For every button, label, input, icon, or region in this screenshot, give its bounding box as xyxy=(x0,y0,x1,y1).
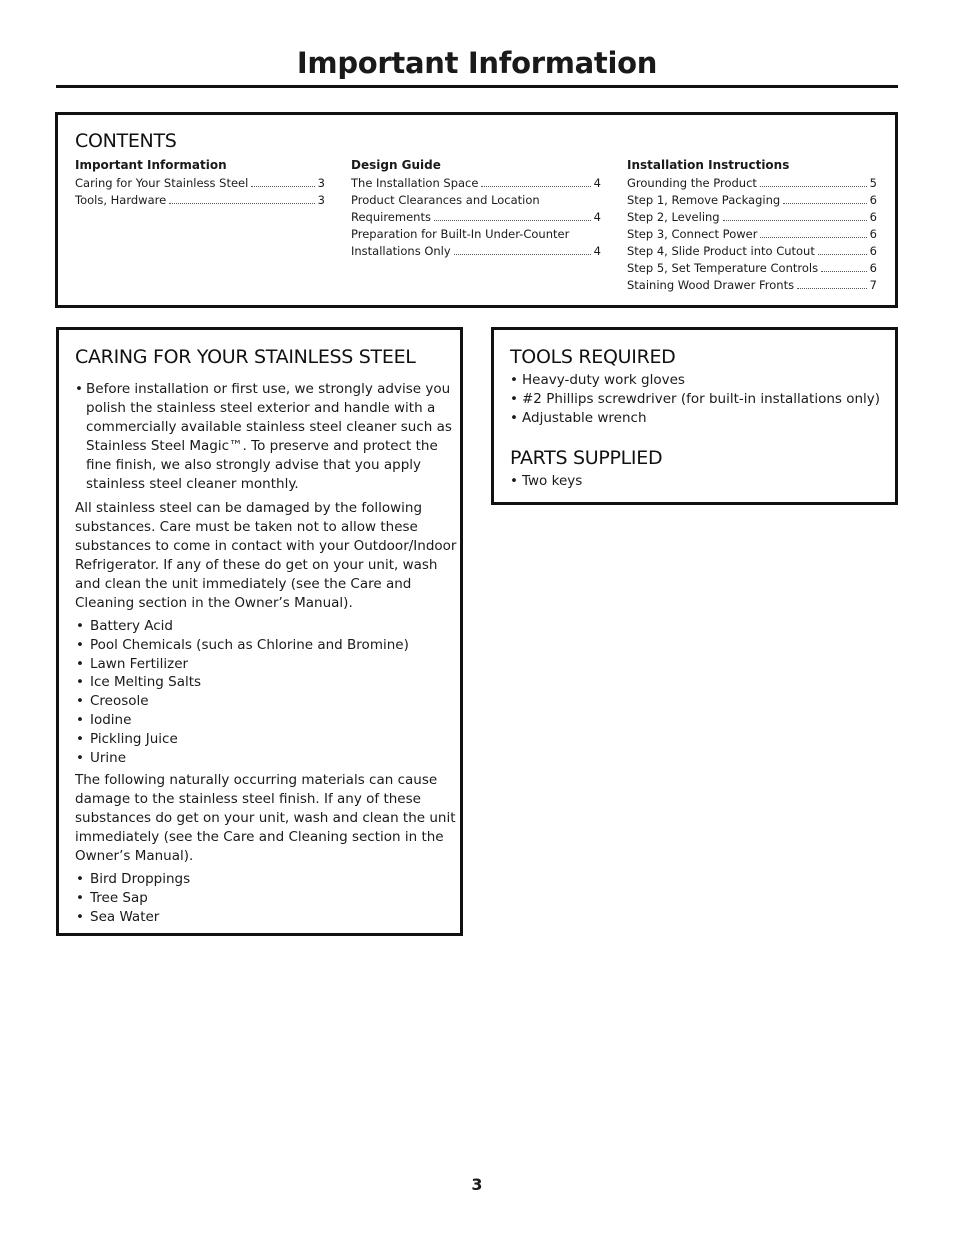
toc-entry-text: Step 1, Remove Packaging xyxy=(627,193,781,207)
toc-column-installation-instructions xyxy=(627,157,877,294)
toc-entry-text: Tools, Hardware xyxy=(75,193,167,207)
toc-entry-text: Preparation for Built-In Under-Counter xyxy=(351,227,570,241)
leader-dots xyxy=(797,288,867,289)
leader-dots xyxy=(434,220,591,221)
list-item-text: Bird Droppings xyxy=(90,871,191,888)
toc-entry[interactable] xyxy=(627,175,877,192)
substances-list xyxy=(75,617,457,767)
list-item-text: Ice Melting Salts xyxy=(90,674,202,691)
natural-materials-list xyxy=(75,870,457,926)
toc-column-heading: Design Guide xyxy=(351,158,441,172)
bullet-icon: • xyxy=(76,618,84,634)
toc-entry-text: Product Clearances and Location xyxy=(351,193,540,207)
list-item-text: Lawn Fertilizer xyxy=(90,655,189,672)
list-item xyxy=(75,617,457,636)
list-item-text: Pickling Juice xyxy=(90,730,178,747)
list-item xyxy=(75,730,457,749)
contents-box xyxy=(55,112,898,308)
care-box xyxy=(56,327,463,936)
damage-paragraph: All stainless steel can be damaged by the following substances. Care must be taken not to allow these substances to come in contact with your Outdoor/Indoor Refrigerator. If any of these do get on your unit, wash and clean the unit immediately (see the Care and Cleaning section in the Owner’s Manual). xyxy=(75,500,457,611)
tools-parts-box xyxy=(491,327,898,505)
leader-dots xyxy=(783,203,867,204)
toc-entry[interactable] xyxy=(351,226,601,260)
list-item xyxy=(75,673,457,692)
toc-entry-text: Step 2, Leveling xyxy=(627,210,720,224)
list-item-text: Pool Chemicals (such as Chlorine and Bromine) xyxy=(90,636,409,653)
bullet-icon: • xyxy=(76,730,84,747)
list-item-text: Iodine xyxy=(90,711,132,728)
bullet-icon: • xyxy=(76,693,84,710)
care-text xyxy=(75,380,457,931)
toc-entry[interactable] xyxy=(351,192,601,226)
toc-column-heading: Important Information xyxy=(75,158,227,172)
toc-entry[interactable] xyxy=(627,260,877,277)
page-number: 3 xyxy=(471,1175,483,1194)
toc-entry-page: 6 xyxy=(869,261,877,275)
toc-entry-text: Step 4, Slide Product into Cutout xyxy=(627,244,815,258)
toc-entry-page: 4 xyxy=(593,210,601,224)
list-item xyxy=(510,409,892,428)
toc-entry-page: 6 xyxy=(869,193,877,207)
toc-entry-page: 6 xyxy=(869,227,877,241)
list-item-text: Battery Acid xyxy=(90,618,173,634)
leader-dots xyxy=(723,220,867,221)
toc-entry-page: 6 xyxy=(869,210,877,224)
toc-column-design-guide xyxy=(351,157,601,260)
tools-heading: TOOLS REQUIRED xyxy=(510,346,676,368)
list-item-text: Urine xyxy=(90,749,127,766)
toc-column-important-information xyxy=(75,157,325,209)
tools-list xyxy=(510,371,892,428)
toc-entry-page: 3 xyxy=(317,176,325,190)
leader-dots xyxy=(821,271,867,272)
toc-entry[interactable] xyxy=(627,226,877,243)
list-item-text: Adjustable wrench xyxy=(522,410,647,426)
parts-heading: PARTS SUPPLIED xyxy=(510,447,663,469)
toc-entry-text: Step 3, Connect Power xyxy=(627,227,758,241)
bullet-icon: • xyxy=(510,473,518,489)
toc-entry-text: The Installation Space xyxy=(351,176,479,190)
bullet-icon: • xyxy=(76,908,84,925)
toc-entry[interactable] xyxy=(627,192,877,209)
list-item xyxy=(510,371,892,390)
care-heading: CARING FOR YOUR STAINLESS STEEL xyxy=(75,346,416,368)
toc-entry-text: Installations Only xyxy=(351,244,451,258)
toc-entry[interactable] xyxy=(627,277,877,294)
leader-dots xyxy=(760,186,867,187)
intro-bullet xyxy=(75,380,457,494)
toc-entry[interactable] xyxy=(75,192,325,209)
toc-entry-text: Staining Wood Drawer Fronts xyxy=(627,278,795,292)
toc-entry-page: 5 xyxy=(869,176,877,190)
list-item xyxy=(75,889,457,908)
list-item xyxy=(75,636,457,655)
bullet-icon: • xyxy=(510,410,518,426)
list-item xyxy=(75,749,457,768)
list-item-text: Heavy-duty work gloves xyxy=(522,372,685,388)
bullet-icon: • xyxy=(76,871,84,888)
list-item-text: Sea Water xyxy=(90,908,160,925)
list-item-text: #2 Phillips screwdriver (for built-in installations only) xyxy=(522,391,881,407)
bullet-icon: • xyxy=(76,636,84,653)
list-item-text: Creosole xyxy=(90,693,149,710)
bullet-icon: • xyxy=(76,749,84,766)
leader-dots xyxy=(169,203,315,204)
leader-dots xyxy=(760,237,866,238)
leader-dots xyxy=(454,254,591,255)
toc-entry[interactable] xyxy=(627,243,877,260)
leader-dots xyxy=(251,186,314,187)
toc-entry-text: Grounding the Product xyxy=(627,176,757,190)
bullet-icon: • xyxy=(510,391,518,407)
toc-entry-text: Requirements xyxy=(351,210,431,224)
list-item xyxy=(75,870,457,889)
list-item-text: Tree Sap xyxy=(90,890,148,907)
toc-entry-text: Step 5, Set Temperature Controls xyxy=(627,261,819,275)
leader-dots xyxy=(481,186,590,187)
bullet-icon: • xyxy=(76,655,84,672)
contents-heading: CONTENTS xyxy=(75,130,177,152)
leader-dots xyxy=(818,254,867,255)
bullet-icon: • xyxy=(75,381,83,397)
toc-entry-page: 3 xyxy=(317,193,325,207)
natural-materials-paragraph: The following naturally occurring materials can cause damage to the stainless steel finish. If any of these substances do get on your unit, wash and clean the unit immediately (see the Care and Cleaning section in the Owner’s Manual). xyxy=(75,772,456,865)
list-item xyxy=(510,390,892,409)
toc-entry[interactable] xyxy=(351,175,601,192)
page-title: Important Information xyxy=(296,46,658,80)
parts-list xyxy=(510,472,892,491)
toc-entry-page: 6 xyxy=(869,244,877,258)
toc-entry-page: 4 xyxy=(593,176,601,190)
list-item xyxy=(75,692,457,711)
title-rule xyxy=(56,85,898,88)
toc-entry-page: 4 xyxy=(593,244,601,258)
toc-entry-page: 7 xyxy=(869,278,877,292)
toc-column-heading: Installation Instructions xyxy=(627,158,790,172)
toc-entry[interactable] xyxy=(627,209,877,226)
intro-bullet-text: Before installation or first use, we strongly advise you polish the stainless steel exterior and handle with a commercially available stainless steel cleaner such as Stainless Steel Magic™. To preserve and protect the fine finish, we also strongly advise that you apply stainless steel cleaner monthly. xyxy=(86,381,452,492)
list-item xyxy=(75,908,457,927)
list-item xyxy=(510,472,892,491)
list-item-text: Two keys xyxy=(522,473,583,489)
bullet-icon: • xyxy=(76,674,84,691)
bullet-icon: • xyxy=(510,372,518,388)
list-item xyxy=(75,711,457,730)
toc-entry[interactable] xyxy=(75,175,325,192)
list-item xyxy=(75,655,457,674)
bullet-icon: • xyxy=(76,711,84,728)
bullet-icon: • xyxy=(76,890,84,907)
toc-entry-text: Caring for Your Stainless Steel xyxy=(75,176,249,190)
